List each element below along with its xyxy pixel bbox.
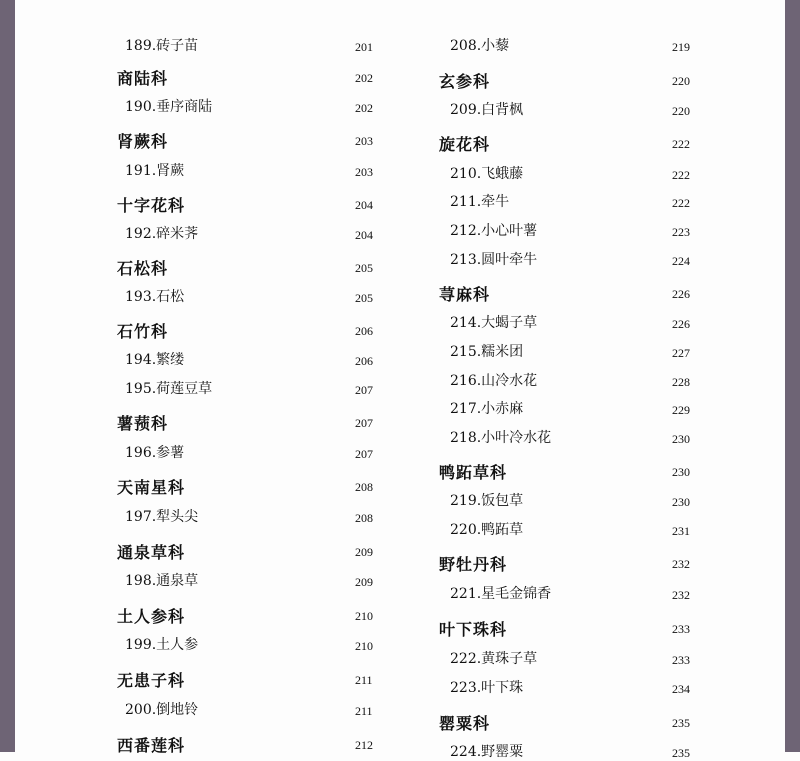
page-number: 226 [672, 317, 690, 331]
page-border-right [785, 0, 800, 752]
item-title: 193.石松 [125, 289, 185, 305]
item-title: 195.荷莲豆草 [125, 381, 213, 397]
item-title: 208.小藜 [450, 38, 510, 54]
page-border-left [0, 0, 15, 752]
page-number: 209 [355, 545, 373, 559]
family-title: 荨麻科 [439, 285, 491, 304]
item-title: 222.黄珠子草 [450, 651, 538, 667]
page-number: 230 [672, 432, 690, 446]
page-number: 212 [355, 738, 373, 752]
item-title: 196.参薯 [125, 445, 185, 461]
item-title: 215.糯米团 [450, 344, 524, 360]
page-number: 205 [355, 261, 373, 275]
page-number: 202 [355, 71, 373, 85]
page-number: 211 [355, 704, 373, 718]
page-number: 220 [672, 104, 690, 118]
family-title: 旋花科 [439, 135, 491, 154]
page-number: 222 [672, 168, 690, 182]
page-number: 234 [672, 682, 690, 696]
page-number: 233 [672, 653, 690, 667]
family-title: 十字花科 [117, 196, 186, 215]
page-number: 233 [672, 622, 690, 636]
toc-page [15, 0, 785, 760]
family-title: 肾蕨科 [117, 132, 169, 151]
item-title: 223.叶下珠 [450, 680, 524, 696]
page-number: 232 [672, 557, 690, 571]
item-title: 219.饭包草 [450, 493, 524, 509]
item-title: 216.山冷水花 [450, 373, 538, 389]
family-title: 罂粟科 [439, 714, 491, 733]
page-number: 223 [672, 225, 690, 239]
item-title: 218.小叶冷水花 [450, 430, 552, 446]
page-number: 207 [355, 383, 373, 397]
page-number: 210 [355, 609, 373, 623]
family-title: 天南星科 [117, 478, 186, 497]
page-number: 230 [672, 495, 690, 509]
item-title: 200.倒地铃 [125, 702, 199, 718]
family-title: 野牡丹科 [439, 555, 508, 574]
page-number: 209 [355, 575, 373, 589]
family-title: 商陆科 [117, 69, 169, 88]
page-number: 201 [355, 40, 373, 54]
page-number: 203 [355, 134, 373, 148]
page-number: 208 [355, 480, 373, 494]
page-number: 220 [672, 74, 690, 88]
page-number: 232 [672, 588, 690, 602]
family-title: 石竹科 [117, 322, 169, 341]
family-title: 无患子科 [117, 671, 186, 690]
item-title: 189.砖子苗 [125, 38, 199, 54]
page-number: 205 [355, 291, 373, 305]
item-title: 209.白背枫 [450, 102, 524, 118]
item-title: 190.垂序商陆 [125, 99, 213, 115]
item-title: 214.大蝎子草 [450, 315, 538, 331]
page-number: 230 [672, 465, 690, 479]
page-number: 222 [672, 196, 690, 210]
item-title: 213.圆叶牵牛 [450, 252, 538, 268]
family-title: 通泉草科 [117, 543, 186, 562]
page-number: 206 [355, 354, 373, 368]
item-title: 194.繁缕 [125, 352, 185, 368]
page-number: 222 [672, 137, 690, 151]
page-number: 228 [672, 375, 690, 389]
item-title: 217.小赤麻 [450, 401, 524, 417]
family-title: 薯蓣科 [117, 414, 169, 433]
page-number: 211 [355, 673, 373, 687]
item-title: 221.星毛金锦香 [450, 586, 552, 602]
page-number: 227 [672, 346, 690, 360]
family-title: 叶下珠科 [439, 620, 508, 639]
page-number: 219 [672, 40, 690, 54]
page-number: 231 [672, 524, 690, 538]
page-number: 235 [672, 746, 690, 760]
family-title: 玄参科 [439, 72, 491, 91]
item-title: 224.野罂粟 [450, 744, 524, 760]
page-number: 226 [672, 287, 690, 301]
family-title: 土人参科 [117, 607, 186, 626]
page-number: 204 [355, 228, 373, 242]
page-number: 206 [355, 324, 373, 338]
item-title: 197.犁头尖 [125, 509, 199, 525]
family-title: 西番莲科 [117, 736, 186, 755]
item-title: 212.小心叶薯 [450, 223, 538, 239]
page-number: 203 [355, 165, 373, 179]
page-number: 204 [355, 198, 373, 212]
page-number: 224 [672, 254, 690, 268]
item-title: 191.肾蕨 [125, 163, 185, 179]
page-number: 229 [672, 403, 690, 417]
page-number: 207 [355, 416, 373, 430]
item-title: 220.鸭跖草 [450, 522, 524, 538]
item-title: 192.碎米荠 [125, 226, 199, 242]
item-title: 198.通泉草 [125, 573, 199, 589]
page-number: 207 [355, 447, 373, 461]
family-title: 鸭跖草科 [439, 463, 508, 482]
family-title: 石松科 [117, 259, 169, 278]
page-number: 210 [355, 639, 373, 653]
item-title: 210.飞蛾藤 [450, 166, 524, 182]
page-number: 202 [355, 101, 373, 115]
page-number: 208 [355, 511, 373, 525]
page-number: 235 [672, 716, 690, 730]
item-title: 199.土人参 [125, 637, 199, 653]
item-title: 211.牵牛 [450, 194, 510, 210]
